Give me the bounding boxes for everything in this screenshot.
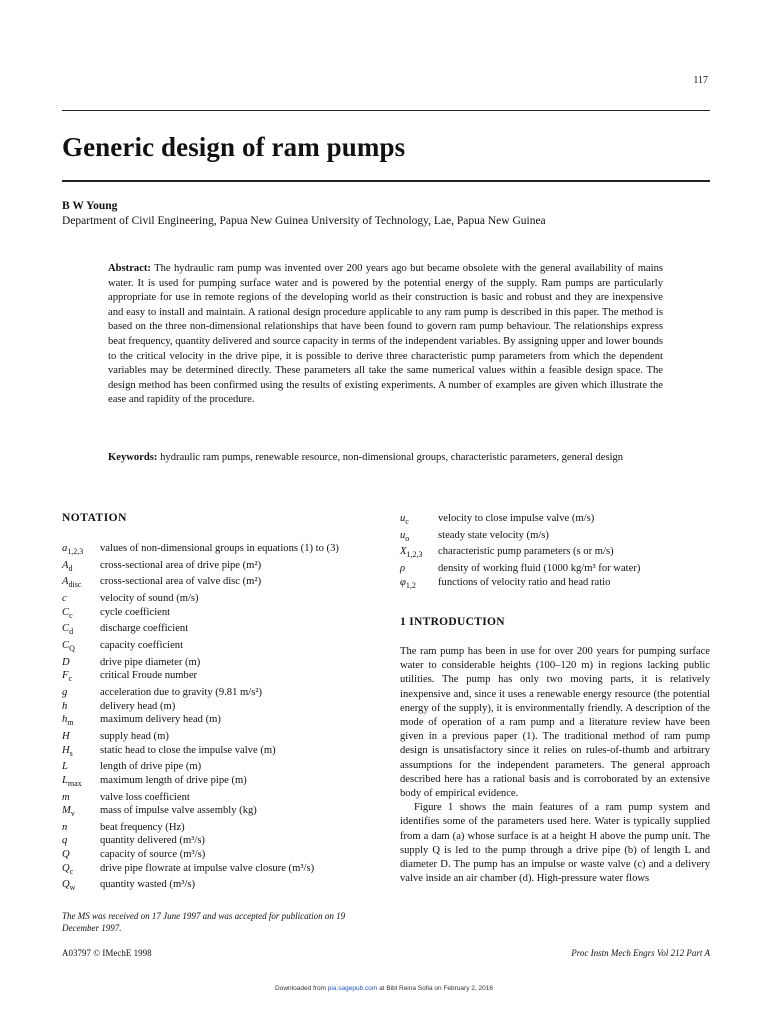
top-rule xyxy=(62,110,710,111)
notation-row xyxy=(400,529,710,546)
notation-symbol: L xyxy=(62,761,68,773)
notation-description: capacity coefficient xyxy=(100,640,184,652)
notation-row xyxy=(400,562,710,576)
notation-symbol: $u_o$ xyxy=(400,529,410,543)
notation-description: characteristic pump parameters (s or m/s) xyxy=(438,546,614,558)
notation-row xyxy=(62,848,380,862)
notation-row xyxy=(62,834,380,848)
notation-description: steady state velocity (m/s) xyxy=(438,529,549,541)
notation-description: maximum delivery head (m) xyxy=(100,714,221,726)
notation-row xyxy=(62,862,380,879)
notation-description: density of working fluid (1000 kg/m³ for water) xyxy=(438,563,641,575)
notation-symbol: Q xyxy=(62,849,70,861)
notation-description: critical Froude number xyxy=(100,670,198,682)
notation-description: discharge coefficient xyxy=(100,623,189,635)
notation-symbol: $\varphi_{1,2}$ xyxy=(400,576,416,590)
received-footnote: The MS was received on 17 June 1997 and was accepted for publication on 19 December 1997. xyxy=(62,911,346,933)
notation-symbol: $C_Q$ xyxy=(62,640,75,654)
notation-description: quantity wasted (m³/s) xyxy=(100,879,195,891)
download-prefix: Downloaded from xyxy=(275,985,326,992)
notation-description: mass of impulse valve assembly (kg) xyxy=(100,805,257,817)
notation-row xyxy=(400,545,710,562)
notation-description: cross-sectional area of valve disc (m²) xyxy=(100,576,262,588)
notation-row xyxy=(62,744,380,761)
introduction-paragraph-2: Figure 1 shows the main features of a ram pump system and identifies some of the parameters used here. Water is typically supplied from a dam (a) whose surface is at a height H above the pump unit. The supply Q is led to the pump through a drive pipe (b) of length L and diameter D. The pump has an impulse or waste valve (c) and a delivery valve inside an air chamber (d). High-pressure water flows xyxy=(400,802,710,885)
notation-row xyxy=(62,700,380,714)
notation-list-left xyxy=(62,542,380,895)
notation-row xyxy=(400,512,710,529)
notation-description: cross-sectional area of drive pipe (m²) xyxy=(100,559,262,571)
notation-symbol: $a_{1,2,3}$ xyxy=(62,543,84,557)
notation-description: length of drive pipe (m) xyxy=(100,761,202,773)
notation-description: functions of velocity ratio and head ratio xyxy=(438,576,611,588)
notation-description: velocity to close impulse valve (m/s) xyxy=(438,513,595,524)
notation-symbol: ρ xyxy=(400,563,406,575)
notation-row xyxy=(62,622,380,639)
notation-symbol: $X_{1,2,3}$ xyxy=(400,546,423,560)
footer-code: A03797 © IMechE 1998 xyxy=(62,948,152,958)
notation-description: valve loss coefficient xyxy=(100,791,190,803)
notation-symbol: h xyxy=(62,700,68,712)
notation-symbol: $h_m$ xyxy=(62,714,74,728)
affiliation: Department of Civil Engineering, Papua New Guinea University of Technology, Lae, Papua New Guinea xyxy=(62,215,546,227)
notation-description: beat frequency (Hz) xyxy=(100,821,185,833)
notation-row xyxy=(62,774,380,791)
notation-symbol: $F_c$ xyxy=(62,670,73,684)
notation-list-right xyxy=(400,512,710,592)
keywords-label: Keywords: xyxy=(108,452,158,463)
notation-description: static head to close the impulse valve (m) xyxy=(100,744,276,756)
notation-description: delivery head (m) xyxy=(100,700,176,712)
notation-row xyxy=(62,639,380,656)
notation-symbol: $M_v$ xyxy=(62,805,75,819)
keywords xyxy=(108,451,663,466)
notation-row xyxy=(62,730,380,744)
notation-row xyxy=(62,804,380,821)
notation-row xyxy=(62,575,380,592)
notation-row xyxy=(400,576,710,593)
notation-symbol: $C_d$ xyxy=(62,623,74,637)
notation-symbol: $A_{disc}$ xyxy=(62,576,82,590)
notation-row xyxy=(62,878,380,895)
notation-description: velocity of sound (m/s) xyxy=(100,593,199,605)
abstract-text: The hydraulic ram pump was invented over 200 years ago but became obsolete with the general availability of mains water. It is used for pumping surface water and is powered by the potential energy of the supply. Ram pumps are particularly appropriate for use in remote regions of the developing world as their construction is basic and robust and they are inexpensive and easy to install and maintain. A rational design procedure applicable to any ram pump is described in this paper. The method is based on the three non-dimensional relationships that have been found to govern ram pump behaviour. The relationships express beat frequency, quantity delivered and source capacity in terms of the independent variables. By assigning upper and lower bounds to the critical velocity in the drive pipe, it is possible to derive three characteristic pump parameters from which the dependent variables may be determined directly. These parameters all take the same numerical values within a feasible design space. The design method has been confirmed using the results of existing experiments. A number of examples are given which illustrate the ease and rapidity of the procedure. xyxy=(108,263,664,406)
notation-description: cycle coefficient xyxy=(100,606,171,618)
notation-symbol: m xyxy=(62,791,70,803)
notation-symbol: D xyxy=(62,656,70,668)
notation-row xyxy=(62,656,380,670)
notation-symbol: $C_c$ xyxy=(62,606,73,620)
page-number: 117 xyxy=(693,75,708,86)
notation-row xyxy=(62,760,380,774)
notation-description: values of non-dimensional groups in equations (1) to (3) xyxy=(100,543,339,554)
abstract xyxy=(108,262,663,408)
notation-symbol: $Q_w$ xyxy=(62,879,76,893)
notation-symbol: c xyxy=(62,593,67,605)
notation-row xyxy=(62,606,380,623)
notation-description: quantity delivered (m³/s) xyxy=(100,835,205,847)
notation-description: maximum length of drive pipe (m) xyxy=(100,774,247,786)
download-notice xyxy=(0,985,768,992)
notation-description: capacity of source (m³/s) xyxy=(100,849,206,861)
abstract-label: Abstract: xyxy=(108,263,151,274)
introduction-paragraph-1: The ram pump has been in use for over 200 years for pumping surface water to considerable heights (100–120 m) in regions lacking public utilities. The pump has only two moving parts, it is relatively inexpensive and, since it uses a renewable energy resource (the potential energy of the supply), it is environmentally friendly. A description of the mode of operation of a ram pump and a literature review have been given in a previous paper (1). The traditional method of ram pump design is unsatisfactory since it relies on rules-of-thumb and arbitrary assumptions for the independent parameters. The general approach described here has a rational basis and is corroborated by an extensive body of empirical evidence. xyxy=(400,646,710,800)
notation-row xyxy=(62,713,380,730)
keywords-text: hydraulic ram pumps, renewable resource, non-dimensional groups, characteristic parameters, general design xyxy=(160,452,624,463)
notation-row xyxy=(62,559,380,576)
notation-description: supply head (m) xyxy=(100,731,169,742)
introduction-body xyxy=(400,645,710,886)
notation-row xyxy=(62,821,380,835)
notation-heading: NOTATION xyxy=(62,512,127,524)
notation-row xyxy=(62,791,380,805)
notation-row xyxy=(62,669,380,686)
notation-row xyxy=(62,592,380,606)
author: B W Young xyxy=(62,200,118,212)
notation-symbol: g xyxy=(62,687,68,699)
download-suffix: at Bibl Reina Sofia on February 2, 2016 xyxy=(379,985,493,992)
paper-title: Generic design of ram pumps xyxy=(62,132,406,162)
notation-symbol: $u_c$ xyxy=(400,513,409,527)
notation-row xyxy=(62,542,380,559)
notation-symbol: $A_d$ xyxy=(62,559,73,573)
notation-description: drive pipe diameter (m) xyxy=(100,656,201,668)
notation-symbol: $L_{max}$ xyxy=(62,774,82,788)
title-rule xyxy=(62,180,710,182)
notation-description: acceleration due to gravity (9.81 m/s²) xyxy=(100,687,263,699)
download-link[interactable]: pia.sagepub.com xyxy=(327,985,378,992)
introduction-heading: 1 INTRODUCTION xyxy=(400,616,505,628)
notation-row xyxy=(62,686,380,700)
notation-symbol: n xyxy=(62,821,68,833)
notation-symbol: $H_s$ xyxy=(62,744,73,758)
notation-symbol: H xyxy=(62,731,70,742)
footer-journal: Proc Instn Mech Engrs Vol 212 Part A xyxy=(571,948,710,958)
notation-description: drive pipe flowrate at impulse valve closure (m³/s) xyxy=(100,862,315,874)
notation-symbol: q xyxy=(62,835,68,847)
notation-symbol: $Q_c$ xyxy=(62,862,74,876)
